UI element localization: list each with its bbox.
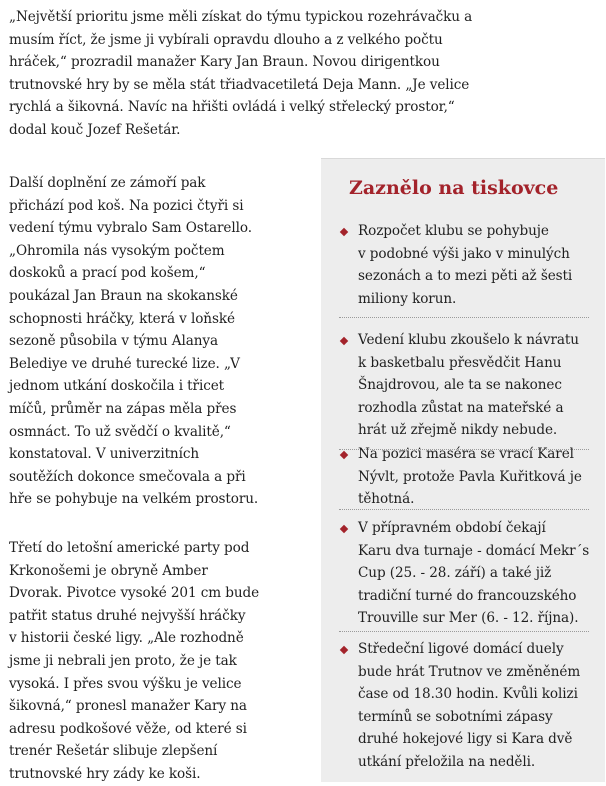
bullet-text — [358, 443, 582, 511]
sidebar-title: Zaznělo na tiskovce — [349, 177, 559, 199]
diamond-bullet-icon — [340, 228, 348, 236]
text-line: Šnajdrovou, ale ta se nakonec — [358, 377, 562, 394]
text-line: čase od 18.30 hodin. Kvůli kolizi — [358, 686, 578, 703]
text-line: dodal kouč Jozef Rešetár. — [9, 121, 181, 138]
text-line: trutnovské hry zády ke koši. — [9, 765, 201, 782]
text-line: musím říct, že jsme ji vybírali opravdu dlouho a z velkého počtu — [9, 31, 443, 48]
text-line: Krkonošemi je obryně Amber — [9, 562, 208, 579]
text-line: osmnáct. To už svědčí o kvalitě,“ — [9, 423, 231, 440]
text-line: jednom utkání doskočila i třicet — [9, 378, 225, 395]
text-line: Karu dva turnaje - domácí Mekr´s — [358, 542, 590, 559]
text-line: hrát už zřejmě nikdy nebude. — [358, 422, 558, 439]
text-line: šikovná,“ pronesl manažer Kary na — [9, 698, 247, 715]
text-line: konstatoval. V univerzitních — [9, 446, 200, 463]
bullet-text — [358, 517, 589, 630]
text-line: hře se pohybuje na velkém prostoru. — [9, 491, 259, 508]
text-line: „Největší prioritu jsme měli získat do týmu typickou rozehrávačku a — [9, 9, 473, 25]
text-line: Na pozici maséra se vrací Karel — [358, 446, 574, 462]
bullet-text — [358, 638, 580, 774]
text-line: Středeční ligové domácí duely — [358, 641, 564, 657]
bullet-text — [358, 329, 579, 442]
text-line: Rozpočet klubu se pohybuje — [358, 223, 549, 239]
text-line: bude hrát Trutnov ve změněném — [358, 663, 581, 680]
text-line: trenér Rešetár slibuje zlepšení — [9, 743, 218, 760]
text-line: míčů, průměr na zápas měla přes — [9, 400, 237, 417]
text-line: Trouville sur Mer (6. - 12. října). — [358, 610, 579, 627]
text-line: v podobné výši jako v minulých — [358, 245, 570, 262]
text-line: přichází pod koš. Na pozici čtyři si — [9, 197, 244, 214]
text-line: Nývlt, protože Pavla Kuřitková je — [358, 468, 582, 485]
text-line: „Ohromila nás vysokým počtem — [9, 242, 225, 259]
text-line: miliony korun. — [358, 290, 457, 307]
text-line: V přípravném období čekají — [358, 520, 546, 536]
paragraph-sam-ostarello — [9, 172, 258, 511]
text-line: rychlá a šikovná. Navíc na hřišti ovládá i velký střelecký prostor,“ — [9, 99, 455, 116]
text-line: v historii české ligy. „Ale rozhodně — [9, 630, 244, 647]
text-line: k basketbalu přesvědčit Hanu — [358, 354, 562, 371]
paragraph-amber-dvorak — [9, 537, 259, 786]
diamond-bullet-icon — [340, 525, 348, 533]
text-line: sezoně působila v týmu Alanya — [9, 333, 218, 350]
text-line: druhé hokejové ligy si Kara dvě — [358, 731, 573, 748]
press-conference-sidebar — [321, 158, 605, 782]
text-line: sezonách a to mezi pěti až šesti — [358, 268, 573, 285]
text-line: trutnovské hry by se měla stát třiadvacetiletá Deja Mann. „Je velice — [9, 76, 470, 93]
text-line: termínů se sobotními zápasy — [358, 708, 553, 725]
text-line: vysoká. I přes svou výšku je velice — [9, 675, 242, 692]
text-line: poukázal Jan Braun na skokanské — [9, 287, 238, 304]
text-line: hráček,“ prozradil manažer Kary Jan Braun. Novou dirigentkou — [9, 54, 440, 71]
intro-paragraph — [9, 6, 472, 142]
bullet-divider — [339, 317, 589, 318]
text-line: Třetí do letošní americké party pod — [9, 540, 250, 556]
text-line: soutěžích dokonce smečovala a při — [9, 468, 246, 485]
text-line: Vedení klubu zkoušelo k návratu — [358, 332, 579, 348]
text-line: tradiční turné do francouzského — [358, 587, 577, 604]
text-line: doskoků a prací pod košem,“ — [9, 265, 206, 282]
diamond-bullet-icon — [340, 451, 348, 459]
bullet-divider — [339, 509, 589, 510]
text-line: těhotná. — [358, 491, 415, 508]
bullet-text — [358, 220, 572, 310]
text-line: vedení týmu vybralo Sam Ostarello. — [9, 220, 252, 237]
text-line: Další doplnění ze zámoří pak — [9, 175, 206, 191]
diamond-bullet-icon — [340, 337, 348, 345]
text-line: rozhodla zůstat na mateřské a — [358, 399, 564, 416]
text-line: Dvorak. Pivotce vysoké 201 cm bude — [9, 585, 260, 602]
text-line: adresu podkošové věže, od které si — [9, 720, 247, 737]
text-line: jsme ji nebrali jen proto, že je tak — [9, 652, 237, 669]
text-line: schopnosti hráčky, která v loňské — [9, 310, 235, 327]
text-line: Belediye ve druhé turecké lize. „V — [9, 355, 240, 372]
text-line: utkání přeložila na neděli. — [358, 753, 536, 770]
text-line: patřit status druhé nejvyšší hráčky — [9, 607, 246, 624]
diamond-bullet-icon — [340, 646, 348, 654]
text-line: Cup (25. - 28. září) a také již — [358, 565, 552, 582]
bullet-divider — [339, 631, 589, 632]
